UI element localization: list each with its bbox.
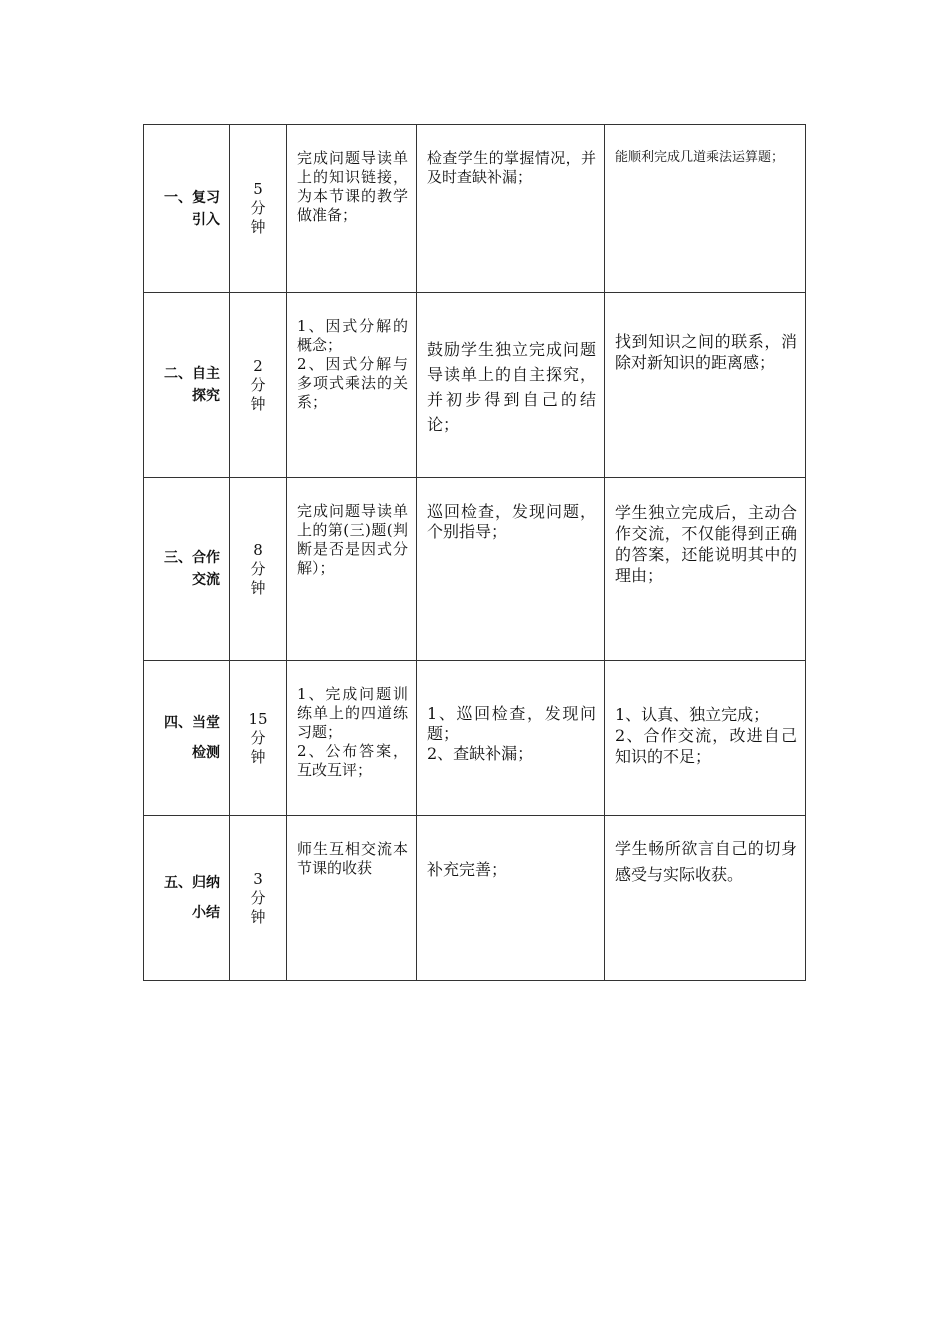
time-number: 3 [253,869,263,888]
table-row [144,293,806,478]
stage-label: 五、归纳 [164,875,220,891]
teacher-text: 补充完善； [427,860,508,879]
stage-cell [144,816,230,981]
lesson-plan-table [143,124,806,981]
teacher-cell [417,125,605,293]
content-text: 1、完成问题训练单上的四道练习题； 2、公布答案，互改互评； [297,685,408,779]
teacher-cell [417,478,605,661]
content-cell [287,816,417,981]
teacher-cell [417,816,605,981]
time-cell [230,125,287,293]
table-row [144,125,806,293]
stage-label: 探究 [192,388,220,404]
time-unit: 分 [250,199,266,217]
stage-label: 三、合作 [164,550,220,566]
time-number: 8 [253,540,263,559]
stage-label: 四、当堂 [164,715,220,731]
content-cell [287,478,417,661]
student-cell [605,478,806,661]
student-cell [605,125,806,293]
time-cell [230,478,287,661]
student-cell [605,816,806,981]
teacher-text: 检查学生的掌握情况，并及时查缺补漏； [427,149,596,186]
stage-label: 引入 [192,211,220,228]
content-text: 师生互相交流本节课的收获 [297,840,408,877]
time-unit: 钟 [250,218,266,236]
time-unit: 钟 [250,578,266,597]
teacher-text: 鼓励学生独立完成问题导读单上的自主探究，并初步得到自己的结论； [427,340,596,434]
stage-label: 交流 [192,572,220,588]
time-cell [230,816,287,981]
stage-cell [144,125,230,293]
stage-cell [144,661,230,816]
time-cell [230,661,287,816]
stage-label: 一、复习 [164,189,220,206]
student-cell [605,293,806,478]
stage-cell [144,293,230,478]
table-row [144,816,806,981]
time-unit: 分 [250,559,266,578]
time-unit: 分 [250,375,266,394]
stage-label: 检测 [192,745,220,761]
time-cell [230,293,287,478]
content-cell [287,125,417,293]
time-number: 15 [248,709,268,728]
stage-label: 二、自主 [164,366,220,382]
content-text: 完成问题导读单上的知识链接，为本节课的教学做准备； [297,149,408,224]
stage-cell [144,478,230,661]
student-text: 1、认真、独立完成； 2、合作交流，改进自己知识的不足； [615,705,797,766]
student-text: 学生独立完成后，主动合作交流，不仅能得到正确的答案，还能说明其中的理由； [615,503,797,585]
teacher-text: 巡回检查，发现问题，个别指导； [427,502,596,541]
content-cell [287,661,417,816]
time-number: 5 [253,180,263,198]
teacher-text: 1、巡回检查，发现问题； 2、查缺补漏； [427,704,596,763]
time-unit: 钟 [250,907,266,926]
student-text: 学生畅所欲言自己的切身感受与实际收获。 [615,839,797,884]
student-text: 找到知识之间的联系，消除对新知识的距离感； [615,332,797,372]
time-unit: 钟 [250,394,266,413]
time-unit: 钟 [250,747,266,766]
table-row [144,661,806,816]
time-unit: 分 [250,728,266,747]
table-row [144,478,806,661]
teacher-cell [417,661,605,816]
content-text: 1、因式分解的概念； 2、因式分解与多项式乘法的关系； [297,317,408,411]
time-unit: 分 [250,888,266,907]
time-number: 2 [253,356,263,375]
teacher-cell [417,293,605,478]
content-text: 完成问题导读单上的第(三)题(判断是否是因式分解）； [297,502,408,577]
student-text: 能顺利完成几道乘法运算题； [615,150,785,165]
content-cell [287,293,417,478]
stage-label: 小结 [192,905,220,921]
student-cell [605,661,806,816]
